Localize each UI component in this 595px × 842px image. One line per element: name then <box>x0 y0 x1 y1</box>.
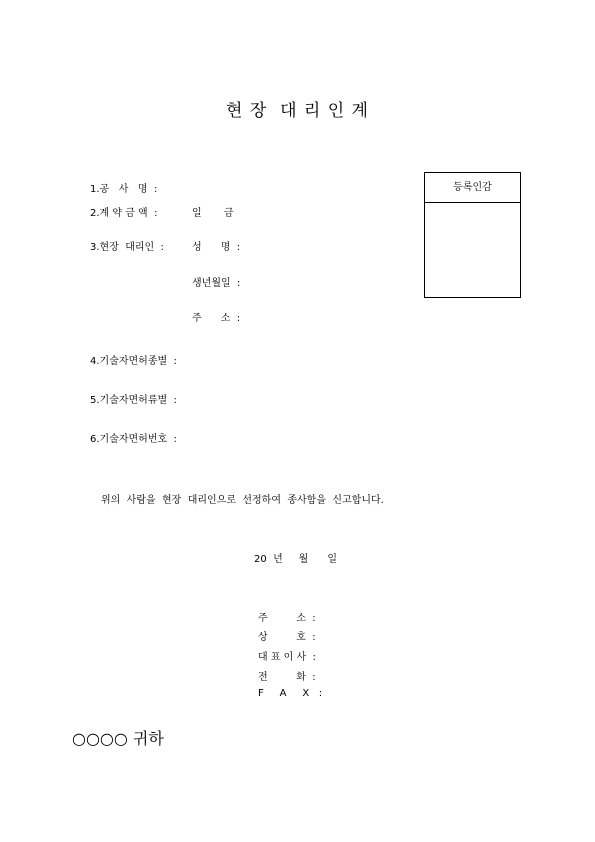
signatory-company: 상 호 : <box>258 632 316 643</box>
document-title: 현 장 대 리 인 계 <box>226 101 369 121</box>
field-agent-birth: 생년월일 : <box>192 278 241 289</box>
field-license-type: 4.기술자면허종별 : <box>90 356 177 367</box>
addressee: ○○○○ 귀하 <box>72 729 164 748</box>
field-license-category: 5.기술자면허류별 : <box>90 395 177 406</box>
signatory-phone: 전 화 : <box>258 672 316 683</box>
field-project-name: 1.공 사 명 : <box>90 184 158 195</box>
signatory-representative: 대 표 이 사 : <box>258 652 316 663</box>
field-contract-amount: 2.계 약 금 액 : <box>90 208 158 219</box>
declaration-statement: 위의 사람을 현장 대리인으로 선정하여 종사함을 신고합니다. <box>101 495 384 506</box>
field-license-number: 6.기술자면허번호 : <box>90 434 177 445</box>
field-contract-amount-unit: 일 금 <box>192 208 234 219</box>
signatory-fax: F A X : <box>258 688 323 699</box>
seal-box <box>424 172 521 298</box>
field-agent-name: 성 명 : <box>192 242 241 253</box>
date-line: 20 년 월 일 <box>254 554 338 565</box>
signatory-address: 주 소 : <box>258 613 316 624</box>
seal-label: 등록인감 <box>425 173 520 203</box>
field-agent-address: 주 소 : <box>192 313 241 324</box>
field-site-agent: 3.현장 대리인 : <box>90 242 164 253</box>
